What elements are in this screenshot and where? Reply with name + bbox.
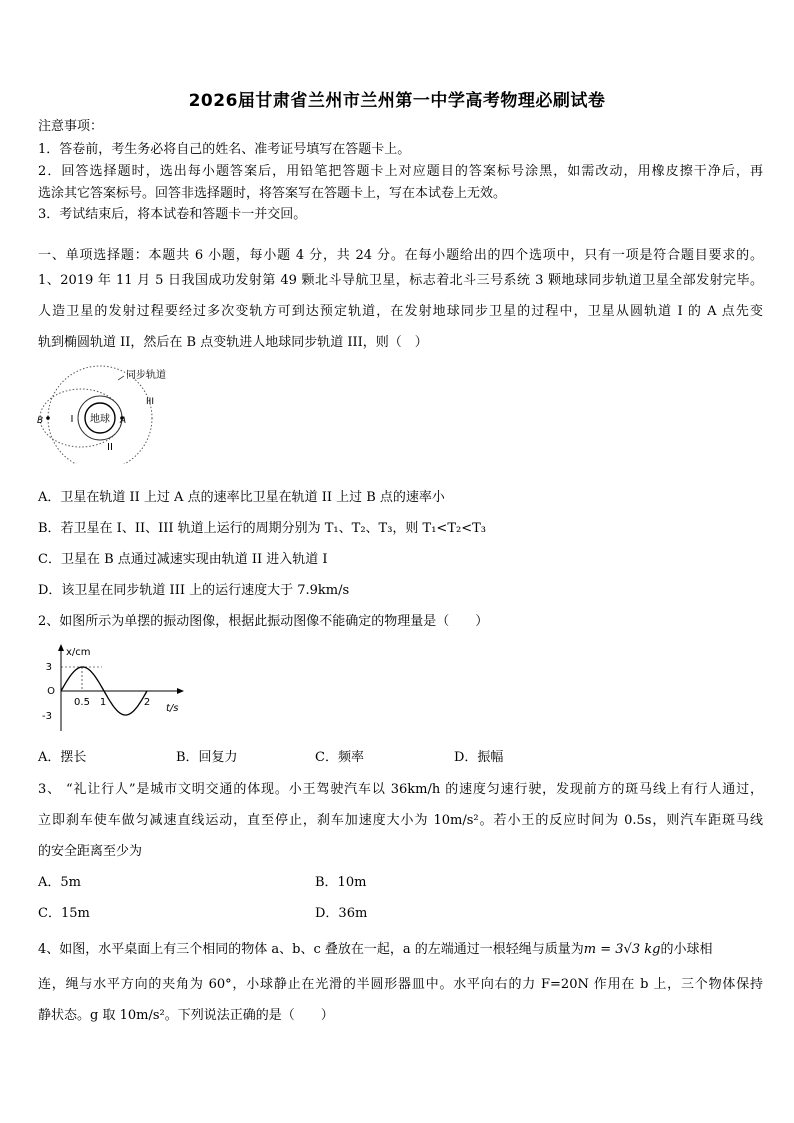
question-3-option: D．36m [315, 906, 368, 921]
x-axis-arrow [177, 688, 184, 694]
notice-heading: 注意事项： [38, 119, 104, 134]
notice-item: 3．考试结束后，将本试卷和答题卡一并交回。 [38, 207, 307, 222]
question-1-line: 人造卫星的发射过程要经过多次变轨方可到达预定轨道，在发射地球同步卫星的过程中，卫星从圆轨道 I 的 A 点先变 [38, 304, 763, 319]
question-3-option: B．10m [315, 875, 367, 890]
point-B-label: B [37, 416, 44, 426]
earth-label: 地球 [90, 414, 110, 425]
question-1-line: 1、2019 年 11 月 5 日我国成功发射第 49 颗北斗导航卫星，标志着北斗三号系统 3 颗地球同步轨道卫星全部发射完毕。 [38, 273, 763, 288]
notice-item: 选涂其它答案标号。回答非选择题时，将答案写在答题卡上，写在本试卷上无效。 [38, 186, 507, 201]
point-A-label: A [120, 416, 127, 426]
orbit-I-label: I [70, 414, 74, 425]
y-tick-label: 3 [45, 662, 52, 673]
section-heading: 一、单项选择题：本题共 6 小题，每小题 4 分，共 24 分。在每小题给出的四个选项中，只有一项是符合题目要求的。 [38, 248, 763, 263]
question-4-line: 连，绳与水平方向的夹角为 60°，小球静止在光滑的半圆形器皿中。水平向右的力 F=20N 作用在 b 上，三个物体保持 [38, 977, 763, 992]
point-B [46, 416, 50, 420]
question-3-line: 的安全距离至少为 [38, 844, 143, 859]
question-1-option: A．卫星在轨道 II 上过 A 点的速率比卫星在轨道 II 上过 B 点的速率小 [38, 490, 445, 505]
y-axis-label: x/cm [66, 647, 91, 658]
question-4-line [38, 941, 763, 959]
page-title: 2026届甘肃省兰州市兰州第一中学高考物理必刷试卷 [188, 91, 606, 111]
question-3-line: 立即刹车使车做匀减速直线运动，直至停止，刹车加速度大小为 10m/s²。若小王的反应时间为 0.5s，则汽车距斑马线 [38, 813, 763, 828]
y-axis-arrow [58, 644, 64, 651]
question-2-option: C．频率 [315, 750, 364, 765]
mass-formula: m = 3√3 kg [583, 942, 661, 957]
sync-orbit-label: 同步轨道 [126, 370, 166, 381]
y-tick-label: O [47, 686, 55, 697]
x-axis-label: t/s [166, 703, 179, 714]
question-4-line: 静状态。g 取 10m/s²。下列说法正确的是（ ） [38, 1008, 334, 1023]
question-1-option: B．若卫星在 I、II、III 轨道上运行的周期分别为 T₁、T₂、T₃，则 T₁<T₂<T₃ [38, 521, 486, 536]
notice-item: 2．回答选择题时，选出每小题答案后，用铅笔把答题卡上对应题目的答案标号涂黑，如需改动，用橡皮擦干净后，再 [38, 164, 763, 179]
pendulum-vibration-graph [38, 641, 198, 736]
question-3-line: 3、 “礼让行人”是城市文明交通的体现。小王驾驶汽车以 36km/h 的速度匀速行驶，发现前方的斑马线上有行人通过， [38, 782, 763, 797]
orbit-III-label: III [146, 397, 154, 407]
question-4-text: 的小球相 [660, 942, 713, 957]
question-1-line: 轨到椭圆轨道 II，然后在 B 点变轨进人地球同步轨道 III，则（ ） [38, 335, 428, 350]
question-2-option: B．回复力 [176, 750, 238, 765]
question-2-option: D．振幅 [454, 750, 504, 765]
x-tick-label: 0.5 [74, 697, 90, 708]
orbit-diagram [34, 364, 184, 464]
question-3-option: C．15m [38, 906, 90, 921]
x-tick-label: 2 [143, 697, 151, 708]
orbit-II-label: II [107, 442, 113, 453]
x-tick-label: 1 [99, 697, 107, 708]
question-2-option: A．摆长 [38, 750, 87, 765]
notice-item: 1．答卷前，考生务必将自己的姓名、准考证号填写在答题卡上。 [38, 142, 411, 157]
question-2-stem: 2、如图所示为单摆的振动图像，根据此振动图像不能确定的物理量是（ ） [38, 614, 489, 629]
question-4-text: 4、如图，水平桌面上有三个相同的物体 a、b、c 叠放在一起，a 的左端通过一根轻绳与质量为 [38, 942, 584, 957]
question-3-option: A．5m [38, 875, 81, 890]
y-tick-label: -3 [42, 711, 52, 722]
question-1-option: C．卫星在 B 点通过减速实现由轨道 II 进入轨道 I [38, 552, 328, 567]
question-1-option: D．该卫星在同步轨道 III 上的运行速度大于 7.9km/s [38, 583, 350, 598]
